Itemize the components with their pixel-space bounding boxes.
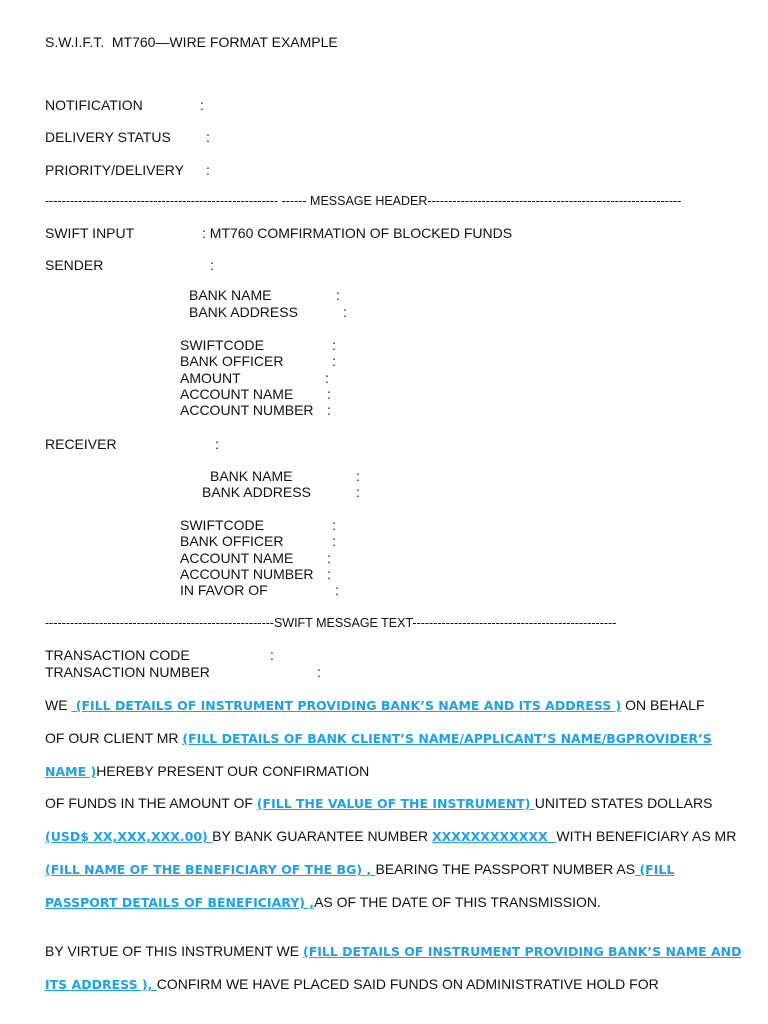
notification-colon: : [200,97,204,113]
receiver-swiftcode-label: SWIFTCODE [180,517,264,533]
body-line-2 [45,729,712,748]
body-text: OF FUNDS IN THE AMOUNT OF [45,795,257,811]
swift-input-label: SWIFT INPUT [45,225,135,241]
body-text: WITH BENEFICIARY AS MR [556,828,737,844]
body-text: OF OUR CLIENT MR [45,730,183,746]
sender-colon: : [210,257,214,273]
sender-bank-address-label: BANK ADDRESS [189,304,298,320]
transaction-number-label: TRANSACTION NUMBER [45,664,210,680]
body-line-6 [45,860,674,879]
body-text: BY VIRTUE OF THIS INSTRUMENT WE [45,943,303,959]
sender-account-name-label: ACCOUNT NAME [180,386,294,402]
message-header-divider: -------------------------------------------------------- ------ MESSAGE HEADER------------------------------------------------------------- [45,194,682,208]
receiver-account-number-label: ACCOUNT NUMBER [180,566,314,582]
fill-placeholder: (USD$ XX,XXX,XXX.00) [45,829,213,844]
sender-bank-name-colon: : [336,287,340,303]
priority-delivery-label: PRIORITY/DELIVERY [45,162,185,178]
sender-swiftcode-colon: : [332,337,336,353]
body-line-3 [45,762,369,781]
body-text: BEARING THE PASSPORT NUMBER AS [375,861,636,877]
fill-placeholder: PASSPORT DETAILS OF BENEFICIARY) , [45,895,315,910]
swift-message-text-divider: -------------------------------------------------------SWIFT MESSAGE TEXT------------------------------------------------- [45,616,617,630]
fill-placeholder: NAME ) [45,764,97,779]
priority-delivery-colon: : [206,162,210,178]
fill-placeholder: (FILL DETAILS OF BANK CLIENT’S NAME/APPLICANT’S NAME/BGPROVIDER’S [182,731,712,746]
receiver-in-favor-of-colon: : [335,582,339,598]
sender-bank-address-colon: : [343,304,347,320]
body-line-8 [45,942,741,961]
sender-amount-label: AMOUNT [180,370,241,386]
sender-bank-name-label: BANK NAME [189,287,272,303]
body-text: ON BEHALF [621,697,705,713]
body-text: AS OF THE DATE OF THIS TRANSMISSION. [314,894,601,910]
fill-placeholder: (FILL [635,862,675,877]
receiver-swiftcode-colon: : [332,517,336,533]
sender-account-number-colon: : [327,402,331,418]
receiver-account-name-label: ACCOUNT NAME [180,550,294,566]
transaction-code-colon: : [270,647,274,663]
sender-amount-colon: : [325,370,329,386]
body-text: UNITED STATES DOLLARS [534,795,713,811]
delivery-status-colon: : [206,129,210,145]
body-line-7 [45,893,601,912]
swift-input-value: : MT760 COMFIRMATION OF BLOCKED FUNDS [202,225,513,241]
sender-swiftcode-label: SWIFTCODE [180,337,264,353]
transaction-code-label: TRANSACTION CODE [45,647,190,663]
document-title: S.W.I.F.T. MT760—WIRE FORMAT EXAMPLE [45,34,338,50]
receiver-bank-name-colon: : [356,468,360,484]
body-text: BY BANK GUARANTEE NUMBER [212,828,433,844]
receiver-bank-address-colon: : [356,484,360,500]
receiver-bank-officer-colon: : [332,533,336,549]
body-text: WE [45,697,72,713]
body-line-4 [45,794,712,813]
sender-label: SENDER [45,257,104,273]
body-line-5 [45,827,736,846]
receiver-bank-address-label: BANK ADDRESS [202,484,311,500]
sender-bank-officer-label: BANK OFFICER [180,353,284,369]
sender-bank-officer-colon: : [332,353,336,369]
receiver-in-favor-of-label: IN FAVOR OF [180,582,268,598]
notification-label: NOTIFICATION [45,97,143,113]
fill-placeholder: (FILL DETAILS OF INSTRUMENT PROVIDING BANK’S NAME AND [303,944,742,959]
receiver-label: RECEIVER [45,436,117,452]
fill-placeholder: ITS ADDRESS ), [45,977,157,992]
fill-placeholder: (FILL NAME OF THE BENEFICIARY OF THE BG) , [45,862,376,877]
fill-placeholder: XXXXXXXXXXXX [432,829,557,844]
receiver-account-number-colon: : [327,566,331,582]
fill-placeholder: (FILL DETAILS OF INSTRUMENT PROVIDING BANK’S NAME AND ITS ADDRESS ) [71,698,622,713]
receiver-account-name-colon: : [327,550,331,566]
receiver-bank-officer-label: BANK OFFICER [180,533,284,549]
receiver-bank-name-label: BANK NAME [210,468,293,484]
sender-account-name-colon: : [327,386,331,402]
body-line-1 [45,696,705,715]
body-text: HEREBY PRESENT OUR CONFIRMATION [96,763,370,779]
fill-placeholder: (FILL THE VALUE OF THE INSTRUMENT) [256,796,535,811]
body-text: CONFIRM WE HAVE PLACED SAID FUNDS ON ADMINISTRATIVE HOLD FOR [156,976,659,992]
delivery-status-label: DELIVERY STATUS [45,129,171,145]
sender-account-number-label: ACCOUNT NUMBER [180,402,314,418]
receiver-colon: : [215,436,219,452]
body-line-9 [45,975,659,994]
transaction-number-colon: : [317,664,321,680]
